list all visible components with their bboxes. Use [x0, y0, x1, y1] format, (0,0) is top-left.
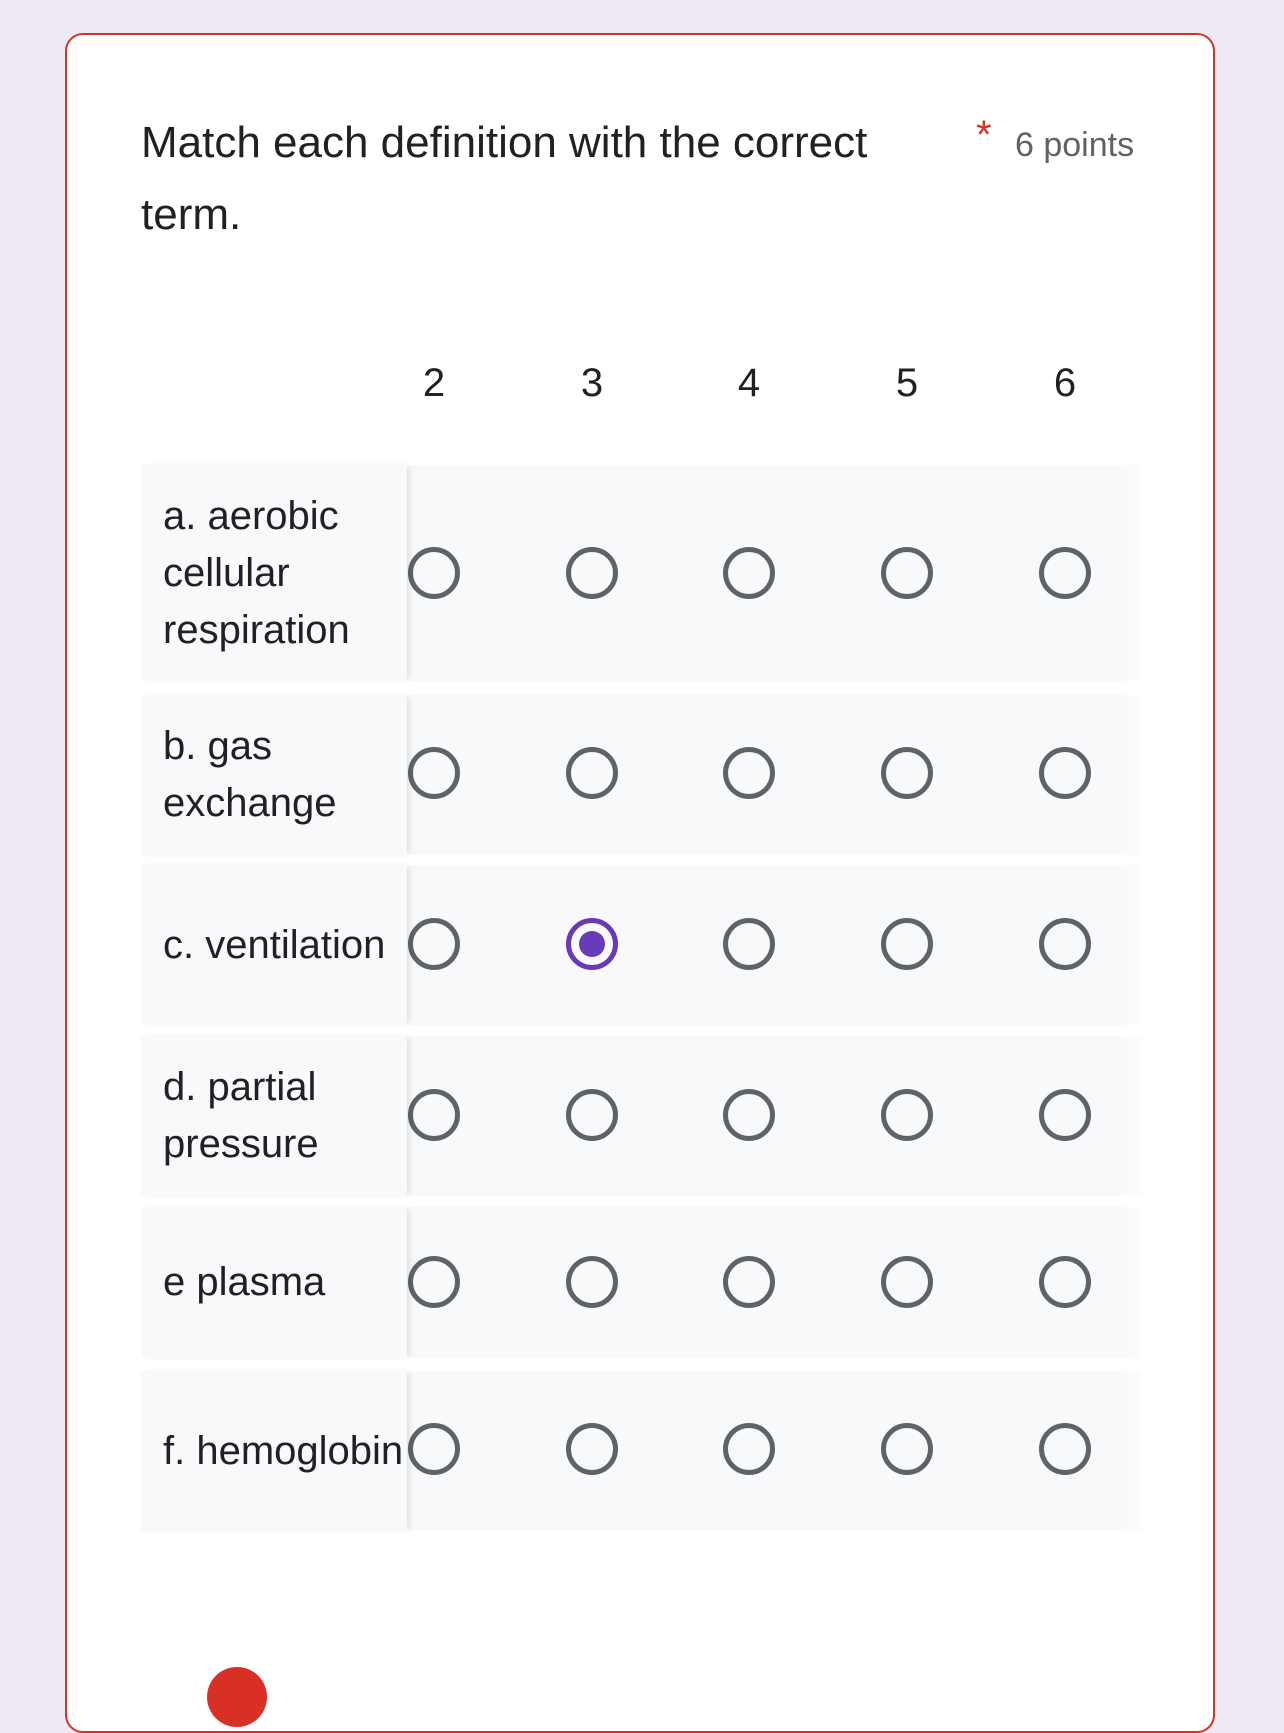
- radio-a-4[interactable]: [723, 547, 775, 599]
- radio-a-2[interactable]: [408, 547, 460, 599]
- radio-c-5[interactable]: [881, 918, 933, 970]
- radio-a-6[interactable]: [1039, 547, 1091, 599]
- radio-d-3[interactable]: [566, 1089, 618, 1141]
- column-header: 4: [737, 361, 761, 405]
- row-label: e plasma: [141, 1207, 407, 1358]
- grid-row-d: [141, 1036, 1141, 1196]
- scroll-fade: [1117, 465, 1157, 1565]
- radio-c-6[interactable]: [1039, 918, 1091, 970]
- radio-c-3-selected[interactable]: [566, 918, 618, 970]
- radio-b-3[interactable]: [566, 747, 618, 799]
- radio-a-3[interactable]: [566, 547, 618, 599]
- grid-row-e: [141, 1207, 1141, 1358]
- radio-b-5[interactable]: [881, 747, 933, 799]
- column-header: 5: [895, 361, 919, 405]
- points-label: 6 points: [1015, 126, 1135, 164]
- column-headers: [141, 353, 1141, 433]
- radio-a-5[interactable]: [881, 547, 933, 599]
- question-card: [65, 33, 1215, 1733]
- radio-d-4[interactable]: [723, 1089, 775, 1141]
- radio-f-2[interactable]: [408, 1423, 460, 1475]
- grid-row-a: [141, 465, 1141, 681]
- row-label: b. gas exchange: [141, 695, 407, 855]
- row-label: c. ventilation: [141, 865, 407, 1025]
- required-marker: *: [976, 113, 992, 157]
- column-header: 3: [580, 361, 604, 405]
- radio-d-2[interactable]: [408, 1089, 460, 1141]
- radio-e-3[interactable]: [566, 1256, 618, 1308]
- radio-b-2[interactable]: [408, 747, 460, 799]
- radio-e-4[interactable]: [723, 1256, 775, 1308]
- radio-b-4[interactable]: [723, 747, 775, 799]
- radio-f-4[interactable]: [723, 1423, 775, 1475]
- radio-f-5[interactable]: [881, 1423, 933, 1475]
- radio-b-6[interactable]: [1039, 747, 1091, 799]
- grid: [141, 353, 1141, 1473]
- radio-c-4[interactable]: [723, 918, 775, 970]
- row-label: f. hemoglobin: [141, 1371, 407, 1531]
- radio-f-3[interactable]: [566, 1423, 618, 1475]
- row-label: a. aerobic cellular respiration: [141, 465, 407, 681]
- next-section-indicator: [207, 1667, 267, 1727]
- radio-e-5[interactable]: [881, 1256, 933, 1308]
- radio-e-6[interactable]: [1039, 1256, 1091, 1308]
- radio-f-6[interactable]: [1039, 1423, 1091, 1475]
- question-title: Match each definition with the correct term.: [141, 118, 868, 239]
- column-header: 2: [422, 361, 446, 405]
- column-header: 6: [1053, 361, 1077, 405]
- grid-row-c: [141, 865, 1141, 1025]
- radio-c-2[interactable]: [408, 918, 460, 970]
- radio-d-5[interactable]: [881, 1089, 933, 1141]
- radio-e-2[interactable]: [408, 1256, 460, 1308]
- grid-row-f: [141, 1371, 1141, 1531]
- row-label: d. partial pressure: [141, 1036, 407, 1196]
- radio-d-6[interactable]: [1039, 1089, 1091, 1141]
- grid-row-b: [141, 695, 1141, 855]
